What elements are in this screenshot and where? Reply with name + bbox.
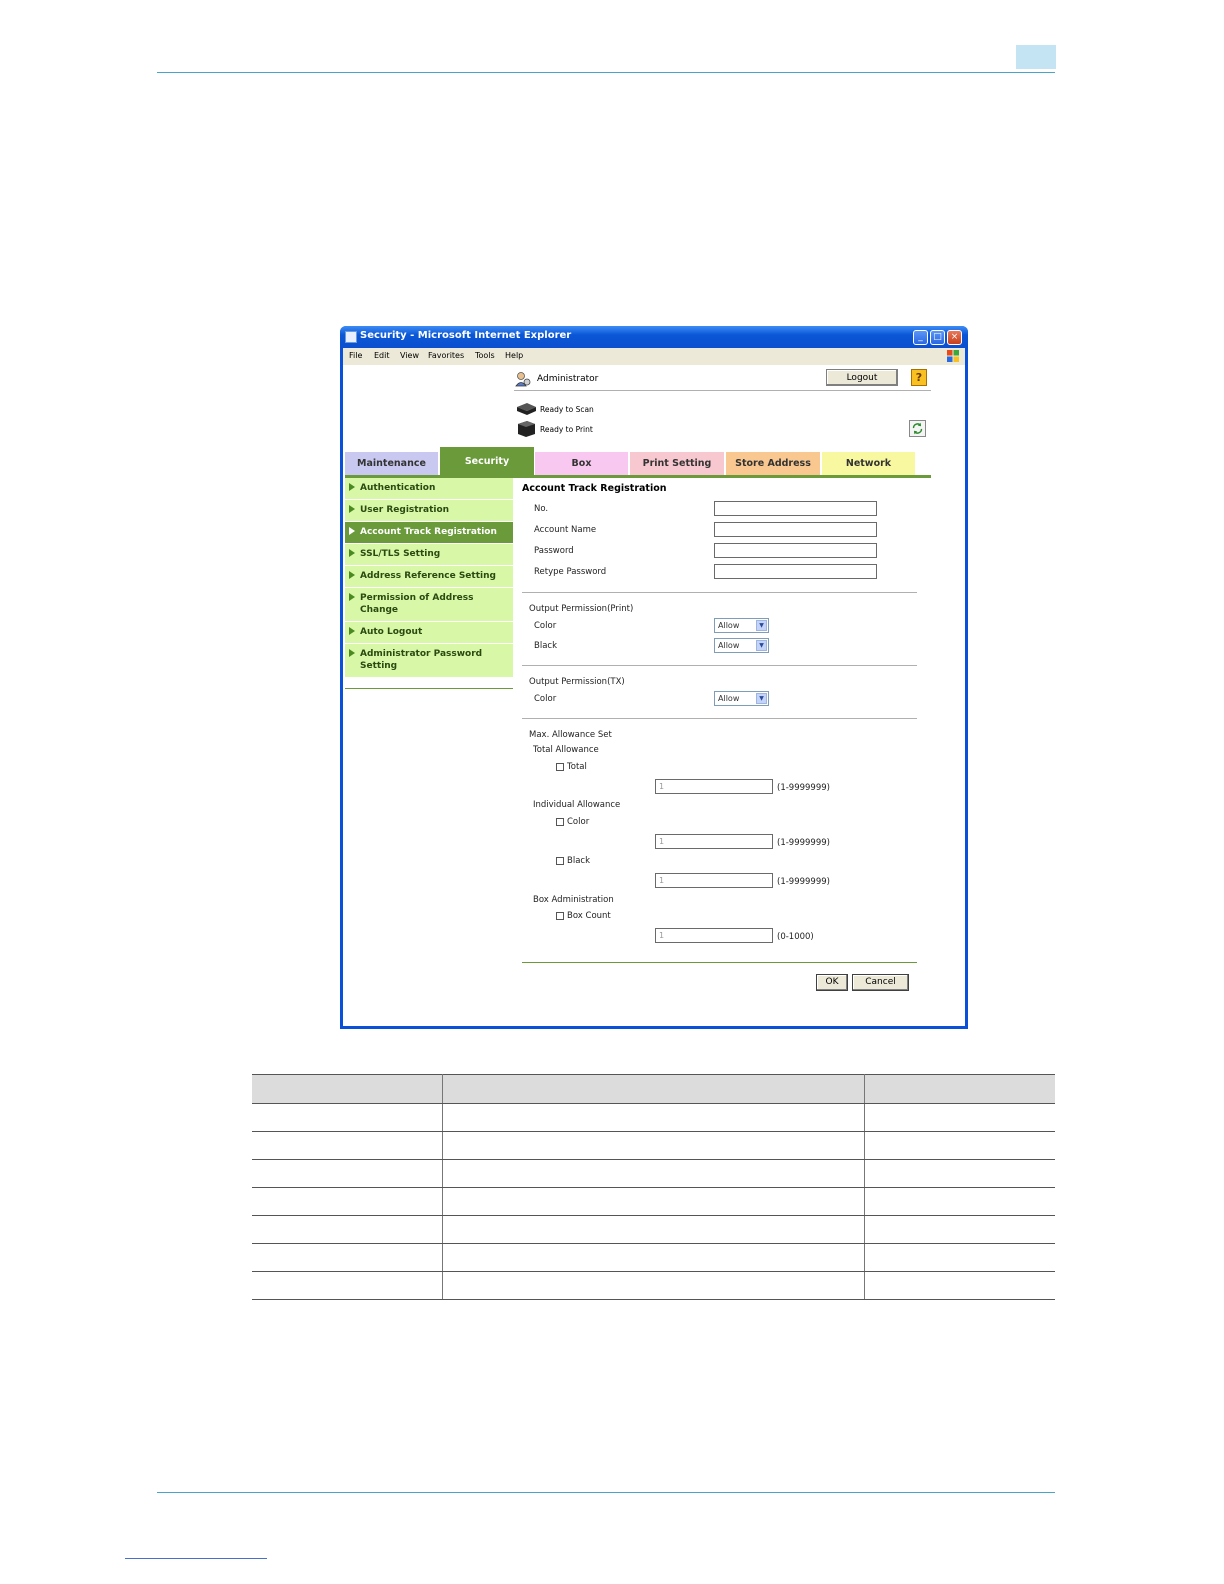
box-count-input[interactable]: 1: [655, 928, 773, 943]
total-range: (1-9999999): [777, 783, 830, 793]
sidebar-item-label: Address Reference Setting: [360, 571, 496, 581]
box-count-checkbox[interactable]: [556, 912, 564, 920]
chevron-down-icon: ▼: [756, 640, 767, 651]
title-bar[interactable]: [340, 326, 968, 348]
max-allowance-heading: Max. Allowance Set: [529, 730, 612, 740]
total-label: Total: [567, 762, 587, 772]
arrow-right-icon: [349, 571, 355, 579]
page-content: [343, 365, 965, 1026]
table-row: [252, 1272, 1055, 1300]
sidebar-item-permission-of-address-change[interactable]: [345, 588, 513, 622]
tx-color-select[interactable]: [714, 691, 769, 706]
tab-store-address[interactable]: Store Address: [726, 452, 820, 475]
scan-status: Ready to Scan: [540, 405, 594, 414]
user-label: Administrator: [537, 374, 599, 384]
output-print-heading: Output Permission(Print): [529, 604, 634, 614]
password-field[interactable]: [714, 543, 877, 558]
page-footer-rule: [125, 1558, 267, 1559]
chapter-tab-marker: [1016, 45, 1056, 69]
tx-color-label: Color: [534, 694, 557, 704]
table-row: [252, 1188, 1055, 1216]
sidebar-item-user-registration[interactable]: [345, 500, 513, 522]
scanner-icon: [515, 402, 537, 416]
page-title: Account Track Registration: [522, 483, 667, 494]
account-name-label: Account Name: [534, 525, 597, 535]
sidebar-divider: [345, 688, 513, 689]
arrow-right-icon: [349, 649, 355, 657]
print-black-label: Black: [534, 641, 557, 651]
select-value: Allow: [718, 694, 740, 703]
account-name-field[interactable]: [714, 522, 877, 537]
settings-table: [252, 1074, 1055, 1300]
table-header-row: [252, 1075, 1055, 1104]
password-label: Password: [534, 546, 574, 556]
no-field[interactable]: [714, 501, 877, 516]
menu-bar: [343, 348, 965, 365]
form-footer-divider: [522, 962, 917, 963]
tab-box[interactable]: Box: [535, 452, 628, 475]
print-color-select[interactable]: [714, 618, 769, 633]
ie-page-icon: [345, 331, 357, 343]
printer-icon: [515, 420, 537, 438]
page-top-rule: [157, 72, 1055, 73]
table-header-cell: [252, 1075, 443, 1104]
arrow-right-icon: [349, 549, 355, 557]
table-row: [252, 1244, 1055, 1272]
arrow-right-icon: [349, 483, 355, 491]
menu-help[interactable]: Help: [505, 351, 524, 360]
print-black-select[interactable]: [714, 638, 769, 653]
table-row: [252, 1216, 1055, 1244]
help-button[interactable]: ?: [911, 369, 927, 386]
sidebar-item-administrator-password-setting[interactable]: [345, 644, 513, 678]
sidebar-item-address-reference-setting[interactable]: [345, 566, 513, 588]
browser-window: [340, 326, 968, 1029]
sidebar-item-account-track-registration[interactable]: [345, 522, 513, 544]
color-allowance-label: Color: [567, 817, 590, 827]
arrow-right-icon: [349, 593, 355, 601]
no-label: No.: [534, 504, 549, 514]
black-allowance-label: Black: [567, 856, 590, 866]
minimize-button[interactable]: _: [913, 330, 928, 345]
sidebar-item-ssl-tls-setting[interactable]: [345, 544, 513, 566]
chevron-down-icon: ▼: [756, 620, 767, 631]
maximize-button[interactable]: □: [930, 330, 945, 345]
total-input[interactable]: 1: [655, 779, 773, 794]
table-row: [252, 1160, 1055, 1188]
menu-favorites[interactable]: Favorites: [428, 351, 465, 360]
close-button[interactable]: ×: [947, 330, 962, 345]
sidebar-item-label: User Registration: [360, 505, 450, 515]
tab-network[interactable]: Network: [822, 452, 915, 475]
tab-maintenance[interactable]: Maintenance: [345, 452, 438, 475]
select-value: Allow: [718, 621, 740, 630]
sidebar-item-authentication[interactable]: [345, 478, 513, 500]
sidebar-item-label: Account Track Registration: [360, 527, 497, 537]
table-row: [252, 1132, 1055, 1160]
table-header-cell: [443, 1075, 865, 1104]
black-checkbox[interactable]: [556, 857, 564, 865]
page-bottom-rule: [157, 1492, 1055, 1493]
arrow-right-icon: [349, 527, 355, 535]
output-tx-heading: Output Permission(TX): [529, 677, 625, 687]
header-divider: [514, 390, 931, 391]
box-count-label: Box Count: [567, 911, 611, 921]
administrator-icon: [515, 371, 531, 387]
section-divider: [522, 592, 917, 593]
ok-button[interactable]: OK: [816, 974, 848, 991]
section-divider: [522, 718, 917, 719]
sidebar-item-label: SSL/TLS Setting: [360, 549, 441, 559]
box-count-range: (0-1000): [777, 932, 814, 942]
cancel-button[interactable]: Cancel: [852, 974, 909, 991]
color-allowance-range: (1-9999999): [777, 838, 830, 848]
select-value: Allow: [718, 641, 740, 650]
window-title: Security - Microsoft Internet Explorer: [360, 330, 572, 341]
print-status: Ready to Print: [540, 425, 593, 434]
windows-logo-icon: [947, 350, 959, 362]
tab-print-setting[interactable]: Print Setting: [630, 452, 724, 475]
color-allowance-input[interactable]: 1: [655, 834, 773, 849]
retype-password-label: Retype Password: [534, 567, 607, 577]
sidebar-item-label: Auto Logout: [360, 627, 423, 637]
chevron-down-icon: ▼: [756, 693, 767, 704]
individual-allowance-heading: Individual Allowance: [533, 800, 621, 810]
menu-tools[interactable]: Tools: [475, 351, 495, 360]
black-allowance-range: (1-9999999): [777, 877, 830, 887]
section-divider: [522, 665, 917, 666]
sidebar-item-label: Authentication: [360, 483, 436, 493]
menu-file[interactable]: File: [349, 351, 363, 360]
color-checkbox[interactable]: [556, 818, 564, 826]
refresh-icon[interactable]: [909, 420, 926, 437]
sidebar-item-auto-logout[interactable]: [345, 622, 513, 644]
tab-security[interactable]: Security: [440, 447, 534, 475]
menu-view[interactable]: View: [400, 351, 419, 360]
arrow-right-icon: [349, 627, 355, 635]
table-header-cell: [865, 1075, 1056, 1104]
retype-password-field[interactable]: [714, 564, 877, 579]
sidebar-item-label: Administrator Password Setting: [360, 649, 483, 671]
total-allowance-heading: Total Allowance: [533, 745, 599, 755]
print-color-label: Color: [534, 621, 557, 631]
arrow-right-icon: [349, 505, 355, 513]
table-row: [252, 1104, 1055, 1132]
box-administration-heading: Box Administration: [533, 895, 614, 905]
logout-button[interactable]: Logout: [826, 369, 898, 386]
sidebar-item-label: Permission of Address Change: [360, 593, 474, 615]
black-allowance-input[interactable]: 1: [655, 873, 773, 888]
total-checkbox[interactable]: [556, 763, 564, 771]
menu-edit[interactable]: Edit: [374, 351, 390, 360]
